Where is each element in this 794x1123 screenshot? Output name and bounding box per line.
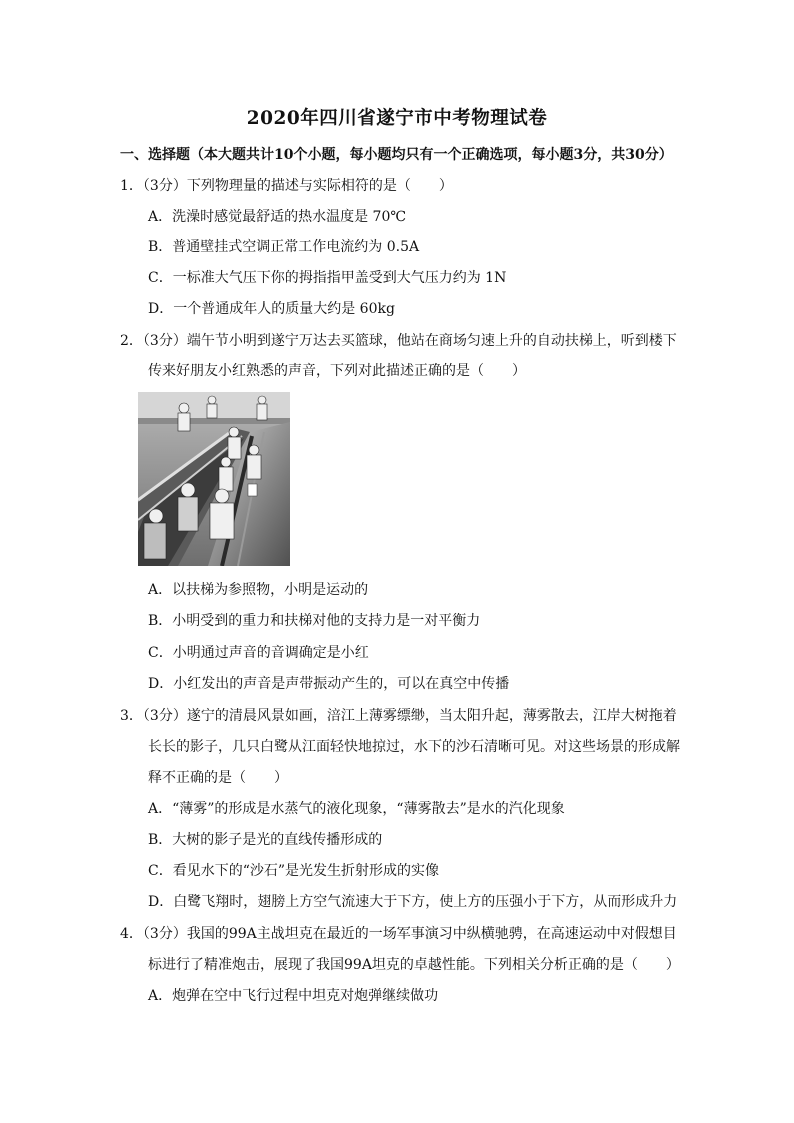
question-2-stem: 2．（3分）端午节小明到遂宁万达去买篮球，他站在商场匀速上升的自动扶梯上，听到楼下	[120, 333, 677, 349]
section-header: 一、选择题（本大题共计10个小题，每小题均只有一个正确选项，每小题3分，共30分）	[120, 147, 673, 163]
question-4-stem-cont: 标进行了精准炮击，展现了我国99A坦克的卓越性能。下列相关分析正确的是（ ）	[148, 957, 680, 973]
question-3-stem-cont-2: 释不正确的是（ ）	[148, 770, 288, 786]
question-1-option-a: A．洗澡时感觉最舒适的热水温度是 70℃	[148, 209, 407, 225]
question-4-stem: 4．（3分）我国的99A主战坦克在最近的一场军事演习中纵横驰骋，在高速运动中对假想目	[120, 926, 677, 942]
question-3-option-b: B．大树的影子是光的直线传播形成的	[148, 832, 383, 848]
question-4-option-a: A．炮弹在空中飞行过程中坦克对炮弹继续做功	[148, 988, 439, 1004]
question-3-stem-cont-1: 长长的影子，几只白鹭从江面轻快地掠过，水下的沙石清晰可见。对这些场景的形成解	[148, 739, 680, 755]
question-2-option-c: C．小明通过声音的音调确定是小红	[148, 645, 369, 661]
question-3-option-c: C．看见水下的“沙石”是光发生折射形成的实像	[148, 863, 440, 879]
question-1-option-c: C．一标准大气压下你的拇指指甲盖受到大气压力约为 1N	[148, 270, 507, 286]
question-3-option-a: A．“薄雾”的形成是水蒸气的液化现象，“薄雾散去”是水的汽化现象	[148, 801, 565, 817]
question-3-stem: 3．（3分）遂宁的清晨风景如画，涪江上薄雾缥缈，当太阳升起，薄雾散去，江岸大树拖着	[120, 708, 677, 724]
question-1-stem: 1．（3分）下列物理量的描述与实际相符的是（ ）	[120, 178, 453, 194]
question-1-option-d: D．一个普通成年人的质量大约是 60kg	[148, 301, 395, 317]
question-1-option-b: B．普通壁挂式空调正常工作电流约为 0.5A	[148, 239, 420, 255]
escalator-photo	[138, 392, 290, 566]
exam-title: 2020年四川省遂宁市中考物理试卷	[246, 108, 548, 129]
question-2-option-d: D．小红发出的声音是声带振动产生的，可以在真空中传播	[148, 676, 510, 692]
question-3-option-d: D．白鹭飞翔时，翅膀上方空气流速大于下方，使上方的压强小于下方，从而形成升力	[148, 894, 678, 910]
question-2-option-a: A．以扶梯为参照物，小明是运动的	[148, 582, 369, 598]
question-2-stem-cont: 传来好朋友小红熟悉的声音，下列对此描述正确的是（ ）	[148, 363, 526, 379]
question-2-option-b: B．小明受到的重力和扶梯对他的支持力是一对平衡力	[148, 613, 481, 629]
